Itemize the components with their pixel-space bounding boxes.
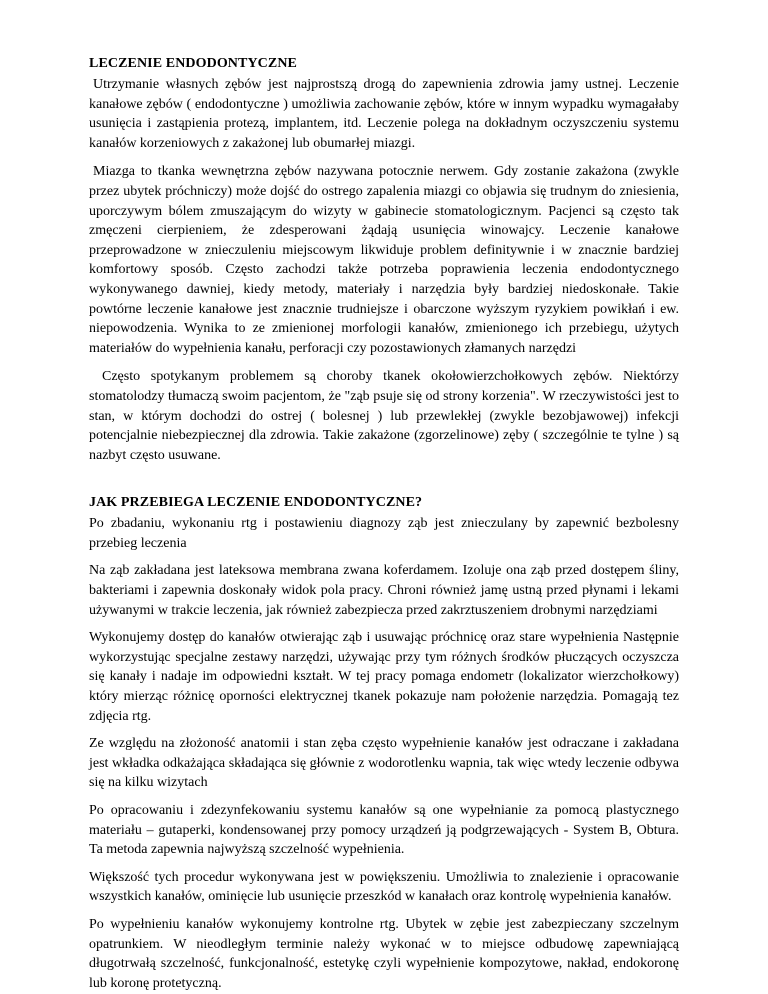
paragraph-step-rubber-dam: Na ząb zakładana jest lateksowa membrana zwana koferdamem. Izoluje ona ząb przed dostępem śliny, bakteriami i zapewnia doskonały widok pola pracy. Chroni również jamę ustną przed płynami i lekami używanymi w trakcie leczenia, jak również zabezpiecza przed zakrztuszeniem drobnymi narzędziami: [89, 563, 679, 618]
paragraph-periapical: Często spotykanym problemem są choroby tkanek okołowierzchołkowych zębów. Niektórzy stomatolodzy tłumaczą swoim pacjentom, że "ząb psuje się od strony korzenia". W rzeczywistości jest to stan, w którym dochodzi do ostrej ( bolesnej ) lub przewlekłej (zwykle bezobjawowej) infekcji potencjalnie niebezpiecznej dla zdrowia. Takie zakażone (zgorzelinowe) zęby ( szczególnie te tylne ) są nazbyt często usuwane.: [89, 369, 679, 463]
paragraph-step-access-cleaning: Wykonujemy dostęp do kanałów otwierając ząb i usuwając próchnicę oraz stare wypełnienia Następnie wykorzystując specjalne zestawy narzędzi, używając przy tym różnych środków płuczących oczyszcza się kanały i nadaje im odpowiedni kształt. W tej pracy pomaga endometr (lokalizator wierzchołkowy) który mierząc różnicę oporności elektrycznej tkanek pokazuje nam położenie narzędzia. Pomagają tez zdjęcia rtg.: [89, 630, 679, 724]
paragraph-intro: Utrzymanie własnych zębów jest najprostszą drogą do zapewnienia zdrowia jamy ustnej. Leczenie kanałowe zębów ( endodontyczne ) umożliwia zachowanie zębów, które w innym wypadku wymagałaby usunięcia i zastąpienia protezą, implantem, itd. Leczenie polega na dokładnym oczyszczeniu systemu kanałów korzeniowych z zakażonej lub obumarłej miazgi.: [89, 77, 679, 151]
paragraph-pulp: Miazga to tkanka wewnętrzna zębów nazywana potocznie nerwem. Gdy zostanie zakażona (zwykle przez ubytek próchniczy) może dojść do ostrego zapalenia miazgi co objawia się trudnym do zniesienia, uporczywym bólem zmuszającym do wizyty w gabinecie stomatologicznym. Pacjenci są często tak zmęczeni cierpieniem, że zdesperowani żądają usunięcia winowajcy. Leczenie kanałowe przeprowadzone w znieczuleniu miejscowym likwiduje problem definitywnie i w znacznie bardziej komfortowy sposób. Często zachodzi także potrzeba poprawienia leczenia endodontycznego wykonywanego dawniej, kiedy metody, materiały i narzędzia były bardziej niedoskonałe. Takie powtórne leczenie kanałowe jest znacznie trudniejsze i obarczone wyższym ryzykiem powikłań i ew. niepowodzenia. Wynika to ze zmienionej morfologii kanałów, zmienionego ich przebiegu, użytych materiałów do wypełnienia kanału, perforacji czy pozostawionych złamanych narzędzi: [89, 164, 679, 356]
section-title-how-treatment-works: JAK PRZEBIEGA LECZENIE ENDODONTYCZNE?: [89, 495, 423, 511]
paragraph-step-dressing: Ze względu na złożoność anatomii i stan zęba często wypełnienie kanałów jest odraczane i zakładana jest wkładka odkażająca składająca się głównie z wodorotlenku wapnia, tak więc wtedy leczenie odbywa się na kilku wizytach: [89, 736, 679, 791]
paragraph-step-restoration: Po wypełnieniu kanałów wykonujemy kontrolne rtg. Ubytek w zębie jest zabezpieczany szczelnym opatrunkiem. W nieodległym terminie należy wykonać w to miejsce odbudowę zapewniającą długotrwałą szczelność, funkcjonalność, estetykę czyli wypełnienie kompozytowe, nakład, endokoronę lub koronę protetyczną.: [89, 916, 679, 991]
paragraph-step-diagnosis: Po zbadaniu, wykonaniu rtg i postawieniu diagnozy ząb jest znieczulany by zapewnić bezbolesny przebieg leczenia: [89, 516, 679, 551]
section-title-endodontic-treatment: LECZENIE ENDODONTYCZNE: [89, 56, 297, 71]
document-page: [89, 54, 679, 993]
paragraph-step-filling: Po opracowaniu i zdezynfekowaniu systemu kanałów są one wypełnianie za pomocą plastycznego materiału – gutaperki, kondensowanej przy pomocy urządzeń ją podgrzewających - System B, Obtura. Ta metoda zapewnia najwyższą szczelność wypełnienia.: [89, 803, 679, 858]
paragraph-step-magnification: Większość tych procedur wykonywana jest w powiększeniu. Umożliwia to znalezienie i opracowanie wszystkich kanałów, ominięcie lub usunięcie przeszkód w kanałach oraz kontrolę wypełnienia kanałów.: [89, 869, 679, 905]
